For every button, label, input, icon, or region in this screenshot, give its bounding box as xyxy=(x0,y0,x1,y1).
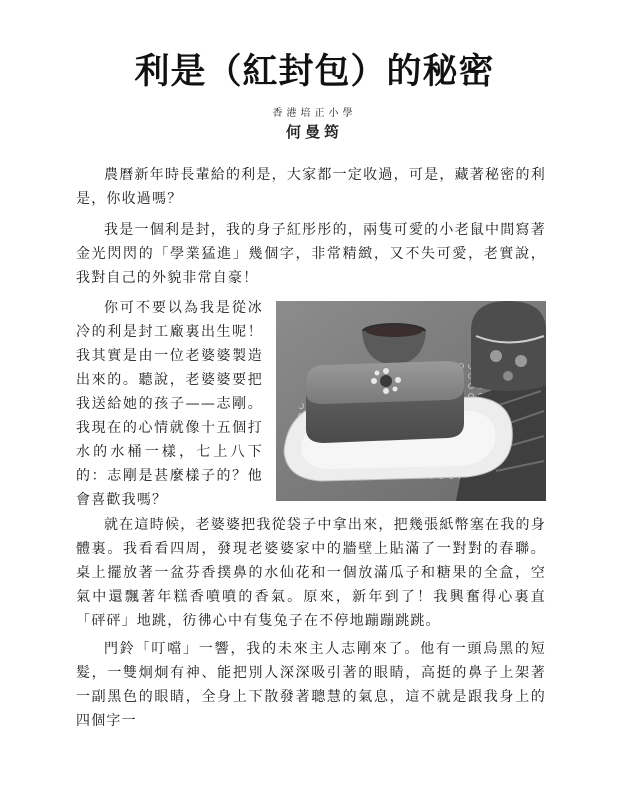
paragraph-5: 門鈴「叮噹」一響，我的未來主人志剛來了。他有一頭烏黑的短髮，一雙炯炯有神、能把別人深深吸引著的眼睛，高挺的鼻子上架著一副黑色的眼睛，全身上下散發著聰慧的氣息，這不就是跟我身上的四個字一 xyxy=(76,641,546,729)
new-year-cake-photo-icon xyxy=(276,301,546,501)
school-name: 香港培正小學 xyxy=(272,108,357,119)
author-name: 何曼筠 xyxy=(285,123,343,141)
paragraph-2: 我是一個利是封，我的身子紅彤彤的，兩隻可愛的小老鼠中間寫著金光閃閃的「學業猛進」幾個字，非常精緻，又不失可愛，老實說，我對自己的外貌非常自豪！ xyxy=(76,222,546,286)
page-title: 利是（紅封包）的秘密 xyxy=(134,51,495,92)
paragraph-1: 農曆新年時長輩給的利是，大家都一定收過，可是，藏著秘密的利是，你收過嗎？ xyxy=(76,167,546,207)
paragraph-4: 就在這時候，老婆婆把我從袋子中拿出來，把幾張紙幣塞在我的身體裏。我看看四周，發現老婆婆家中的牆壁上貼滿了一對對的春聯。桌上擺放著一盆芬香撲鼻的水仙花和一個放滿瓜子和糖果的全盒，空氣中還飄著年糕香噴噴的香氣。原來，新年到了！我興奮得心裏直「砰砰」地跳，彷彿心中有隻兔子在不停地蹦蹦跳跳。 xyxy=(76,517,546,629)
paragraph-3: 你可不要以為我是從冰冷的利是封工廠裏出生呢！我其實是由一位老婆婆製造出來的。聽說，老婆婆要把我送給她的孩子——志剛。我現在的心情就像十五個打水的水桶一樣，七上八下的：志剛是甚麼樣子的？他會喜歡我嗎？ xyxy=(76,300,263,508)
